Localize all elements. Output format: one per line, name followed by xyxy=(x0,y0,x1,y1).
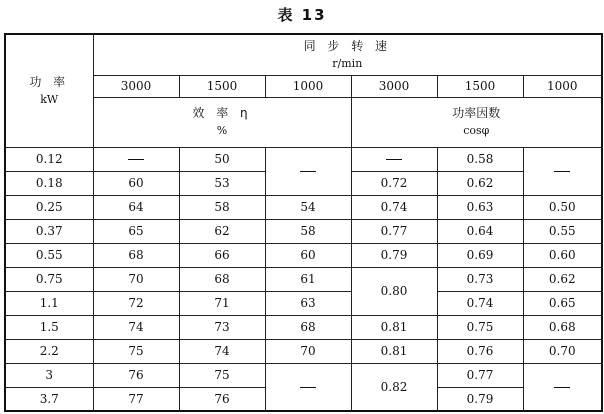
pf-3000-cell: 0.79 xyxy=(351,243,437,267)
pf-3000-cell: 0.80 xyxy=(351,267,437,315)
power-cell: 0.75 xyxy=(5,267,93,291)
dash-mark xyxy=(386,159,402,160)
power-cell: 1.5 xyxy=(5,315,93,339)
efficiency-1500-cell: 73 xyxy=(179,315,265,339)
dash-mark xyxy=(554,171,570,172)
efficiency-1000-cell: 61 xyxy=(265,267,351,291)
pf-3000-cell: 0.77 xyxy=(351,219,437,243)
efficiency-1000-cell xyxy=(265,147,351,195)
efficiency-3000-cell: 68 xyxy=(93,243,179,267)
table-row xyxy=(5,339,602,363)
speed-col-eff-1000: 1000 xyxy=(265,75,351,97)
power-factor-label: 功率因数 xyxy=(452,106,501,120)
efficiency-3000-cell: 76 xyxy=(93,363,179,387)
table-row xyxy=(5,219,602,243)
pf-1000-cell xyxy=(523,147,602,195)
table-row xyxy=(5,147,602,171)
power-cell: 0.12 xyxy=(5,147,93,171)
pf-1500-cell: 0.58 xyxy=(437,147,523,171)
speed-col-pf-1000: 1000 xyxy=(523,75,602,97)
efficiency-1000-cell: 60 xyxy=(265,243,351,267)
efficiency-1500-cell: 75 xyxy=(179,363,265,387)
dash-mark xyxy=(300,171,316,172)
efficiency-1500-cell: 62 xyxy=(179,219,265,243)
efficiency-1500-cell: 76 xyxy=(179,387,265,411)
pf-1000-cell: 0.65 xyxy=(523,291,602,315)
power-cell: 3 xyxy=(5,363,93,387)
efficiency-1000-cell: 63 xyxy=(265,291,351,315)
pf-1500-cell: 0.63 xyxy=(437,195,523,219)
speed-col-eff-1500: 1500 xyxy=(179,75,265,97)
pf-1500-cell: 0.77 xyxy=(437,363,523,387)
table-row xyxy=(5,363,602,387)
efficiency-1500-cell: 71 xyxy=(179,291,265,315)
table-caption: 表 13 xyxy=(277,6,327,24)
efficiency-1000-cell: 54 xyxy=(265,195,351,219)
efficiency-1000-cell xyxy=(265,363,351,411)
pf-1500-cell: 0.74 xyxy=(437,291,523,315)
efficiency-1000-cell: 68 xyxy=(265,315,351,339)
table-row xyxy=(5,267,602,291)
efficiency-header xyxy=(93,97,351,147)
efficiency-3000-cell: 60 xyxy=(93,171,179,195)
efficiency-3000-cell xyxy=(93,147,179,171)
dash-mark xyxy=(300,387,316,388)
pf-3000-cell: 0.74 xyxy=(351,195,437,219)
power-cell: 0.18 xyxy=(5,171,93,195)
pf-1500-cell: 0.64 xyxy=(437,219,523,243)
pf-1500-cell: 0.79 xyxy=(437,387,523,411)
efficiency-unit: % xyxy=(216,124,228,137)
pf-1500-cell: 0.76 xyxy=(437,339,523,363)
power-factor-symbol: cosφ xyxy=(463,124,490,137)
efficiency-1500-cell: 66 xyxy=(179,243,265,267)
table-row xyxy=(5,315,602,339)
speed-unit: r/min xyxy=(332,56,363,70)
efficiency-1000-cell: 70 xyxy=(265,339,351,363)
power-cell: 3.7 xyxy=(5,387,93,411)
efficiency-3000-cell: 75 xyxy=(93,339,179,363)
efficiency-3000-cell: 72 xyxy=(93,291,179,315)
pf-1500-cell: 0.69 xyxy=(437,243,523,267)
pf-3000-cell: 0.81 xyxy=(351,339,437,363)
pf-3000-cell: 0.82 xyxy=(351,363,437,411)
pf-1000-cell: 0.60 xyxy=(523,243,602,267)
power-header xyxy=(5,34,93,147)
efficiency-3000-cell: 65 xyxy=(93,219,179,243)
power-cell: 1.1 xyxy=(5,291,93,315)
efficiency-3000-cell: 77 xyxy=(93,387,179,411)
efficiency-1500-cell: 50 xyxy=(179,147,265,171)
pf-1000-cell: 0.55 xyxy=(523,219,602,243)
pf-1500-cell: 0.75 xyxy=(437,315,523,339)
speed-col-pf-1500: 1500 xyxy=(437,75,523,97)
speed-header xyxy=(93,34,602,75)
pf-3000-cell: 0.81 xyxy=(351,315,437,339)
pf-1000-cell: 0.70 xyxy=(523,339,602,363)
power-cell: 0.55 xyxy=(5,243,93,267)
efficiency-3000-cell: 74 xyxy=(93,315,179,339)
efficiency-1000-cell: 58 xyxy=(265,219,351,243)
dash-mark xyxy=(554,387,570,388)
pf-3000-cell xyxy=(351,147,437,171)
power-cell: 0.37 xyxy=(5,219,93,243)
pf-1500-cell: 0.73 xyxy=(437,267,523,291)
table-row xyxy=(5,291,602,315)
speed-label: 同 步 转 速 xyxy=(303,38,392,53)
pf-1500-cell: 0.62 xyxy=(437,171,523,195)
pf-1000-cell: 0.62 xyxy=(523,267,602,291)
pf-1000-cell: 0.68 xyxy=(523,315,602,339)
speed-col-eff-3000: 3000 xyxy=(93,75,179,97)
power-cell: 0.25 xyxy=(5,195,93,219)
efficiency-1500-cell: 68 xyxy=(179,267,265,291)
pf-1000-cell xyxy=(523,363,602,411)
power-label: 功 率 xyxy=(29,74,70,89)
pf-3000-cell: 0.72 xyxy=(351,171,437,195)
power-unit: kW xyxy=(40,92,59,106)
efficiency-label: 效 率 η xyxy=(192,106,252,120)
efficiency-1500-cell: 74 xyxy=(179,339,265,363)
efficiency-3000-cell: 64 xyxy=(93,195,179,219)
efficiency-1500-cell: 58 xyxy=(179,195,265,219)
table-row xyxy=(5,195,602,219)
power-cell: 2.2 xyxy=(5,339,93,363)
speed-col-pf-3000: 3000 xyxy=(351,75,437,97)
efficiency-1500-cell: 53 xyxy=(179,171,265,195)
efficiency-3000-cell: 70 xyxy=(93,267,179,291)
pf-1000-cell: 0.50 xyxy=(523,195,602,219)
dash-mark xyxy=(128,159,144,160)
power-factor-header xyxy=(351,97,602,147)
table-row xyxy=(5,243,602,267)
motor-performance-table xyxy=(4,33,603,412)
